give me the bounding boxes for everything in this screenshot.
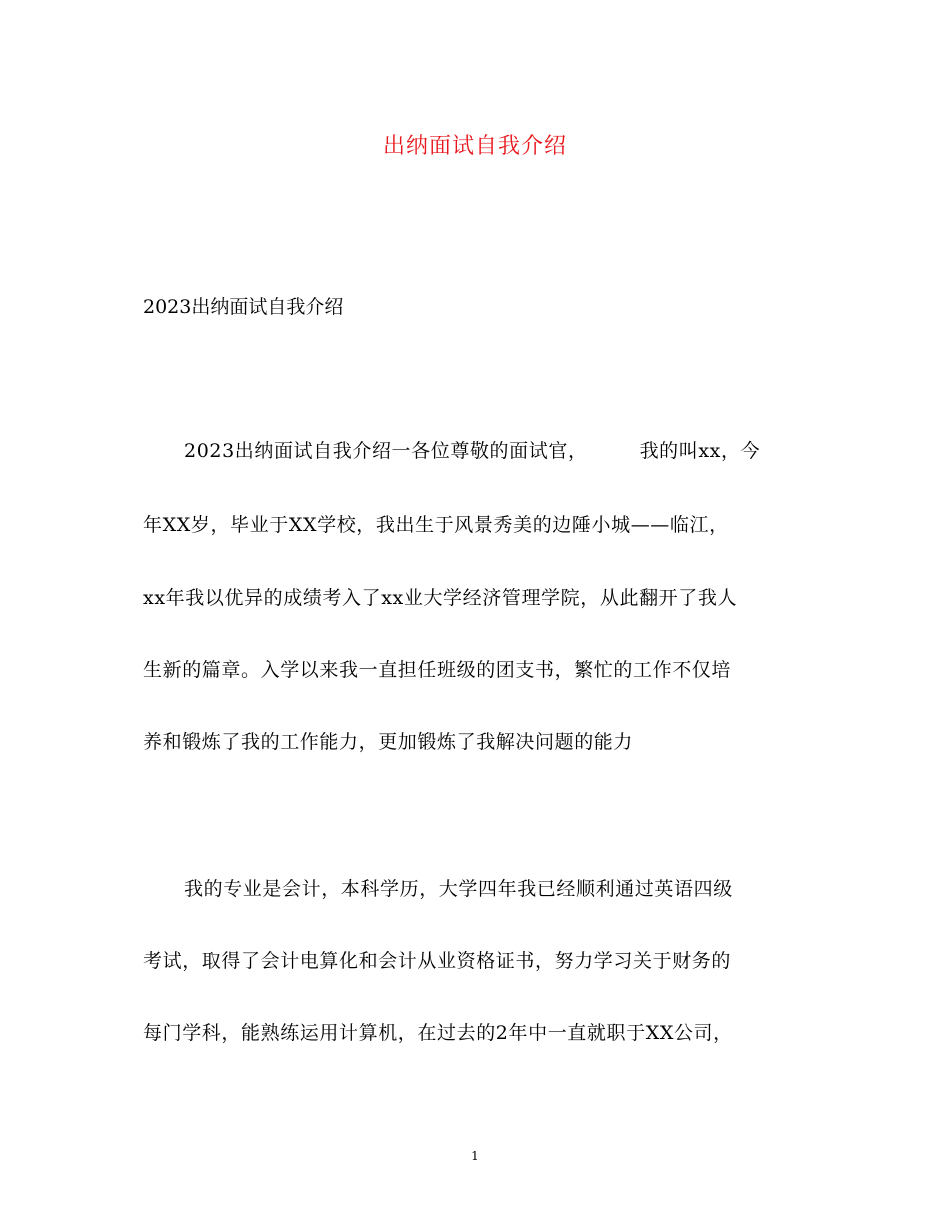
document-subtitle: 2023出纳面试自我介绍	[143, 296, 344, 318]
paragraph-2-line-3: 每门学科，能熟练运用计算机，在过去的2年中一直就职于XX公司，	[143, 1022, 733, 1044]
page-number: 1	[471, 1149, 479, 1163]
paragraph-1-line-1	[184, 436, 760, 466]
paragraph-2-line-1: 我的专业是会计，本科学历，大学四年我已经顺利通过英语四级	[184, 878, 733, 900]
paragraph-1-line-4: 生新的篇章。入学以来我一直担任班级的团支书，繁忙的工作不仅培	[143, 659, 732, 681]
paragraph-1-line-5: 养和锻炼了我的工作能力，更加锻炼了我解决问题的能力	[143, 731, 634, 753]
paragraph-1-line-1-end: 我的叫xx，今	[639, 440, 761, 462]
paragraph-2-line-2: 考试，取得了会计电算化和会计从业资格证书，努力学习关于财务的	[143, 950, 732, 972]
paragraph-1-line-2: 年XX岁，毕业于XX学校，我出生于风景秀美的边陲小城——临江，	[143, 514, 729, 536]
paragraph-1-line-1-start: 2023出纳面试自我介绍一各位尊敬的面试官，	[184, 440, 588, 462]
document-title: 出纳面试自我介绍	[382, 134, 567, 159]
paragraph-1-line-3: xx年我以优异的成绩考入了xx业大学经济管理学院，从此翻开了我人	[143, 587, 738, 609]
